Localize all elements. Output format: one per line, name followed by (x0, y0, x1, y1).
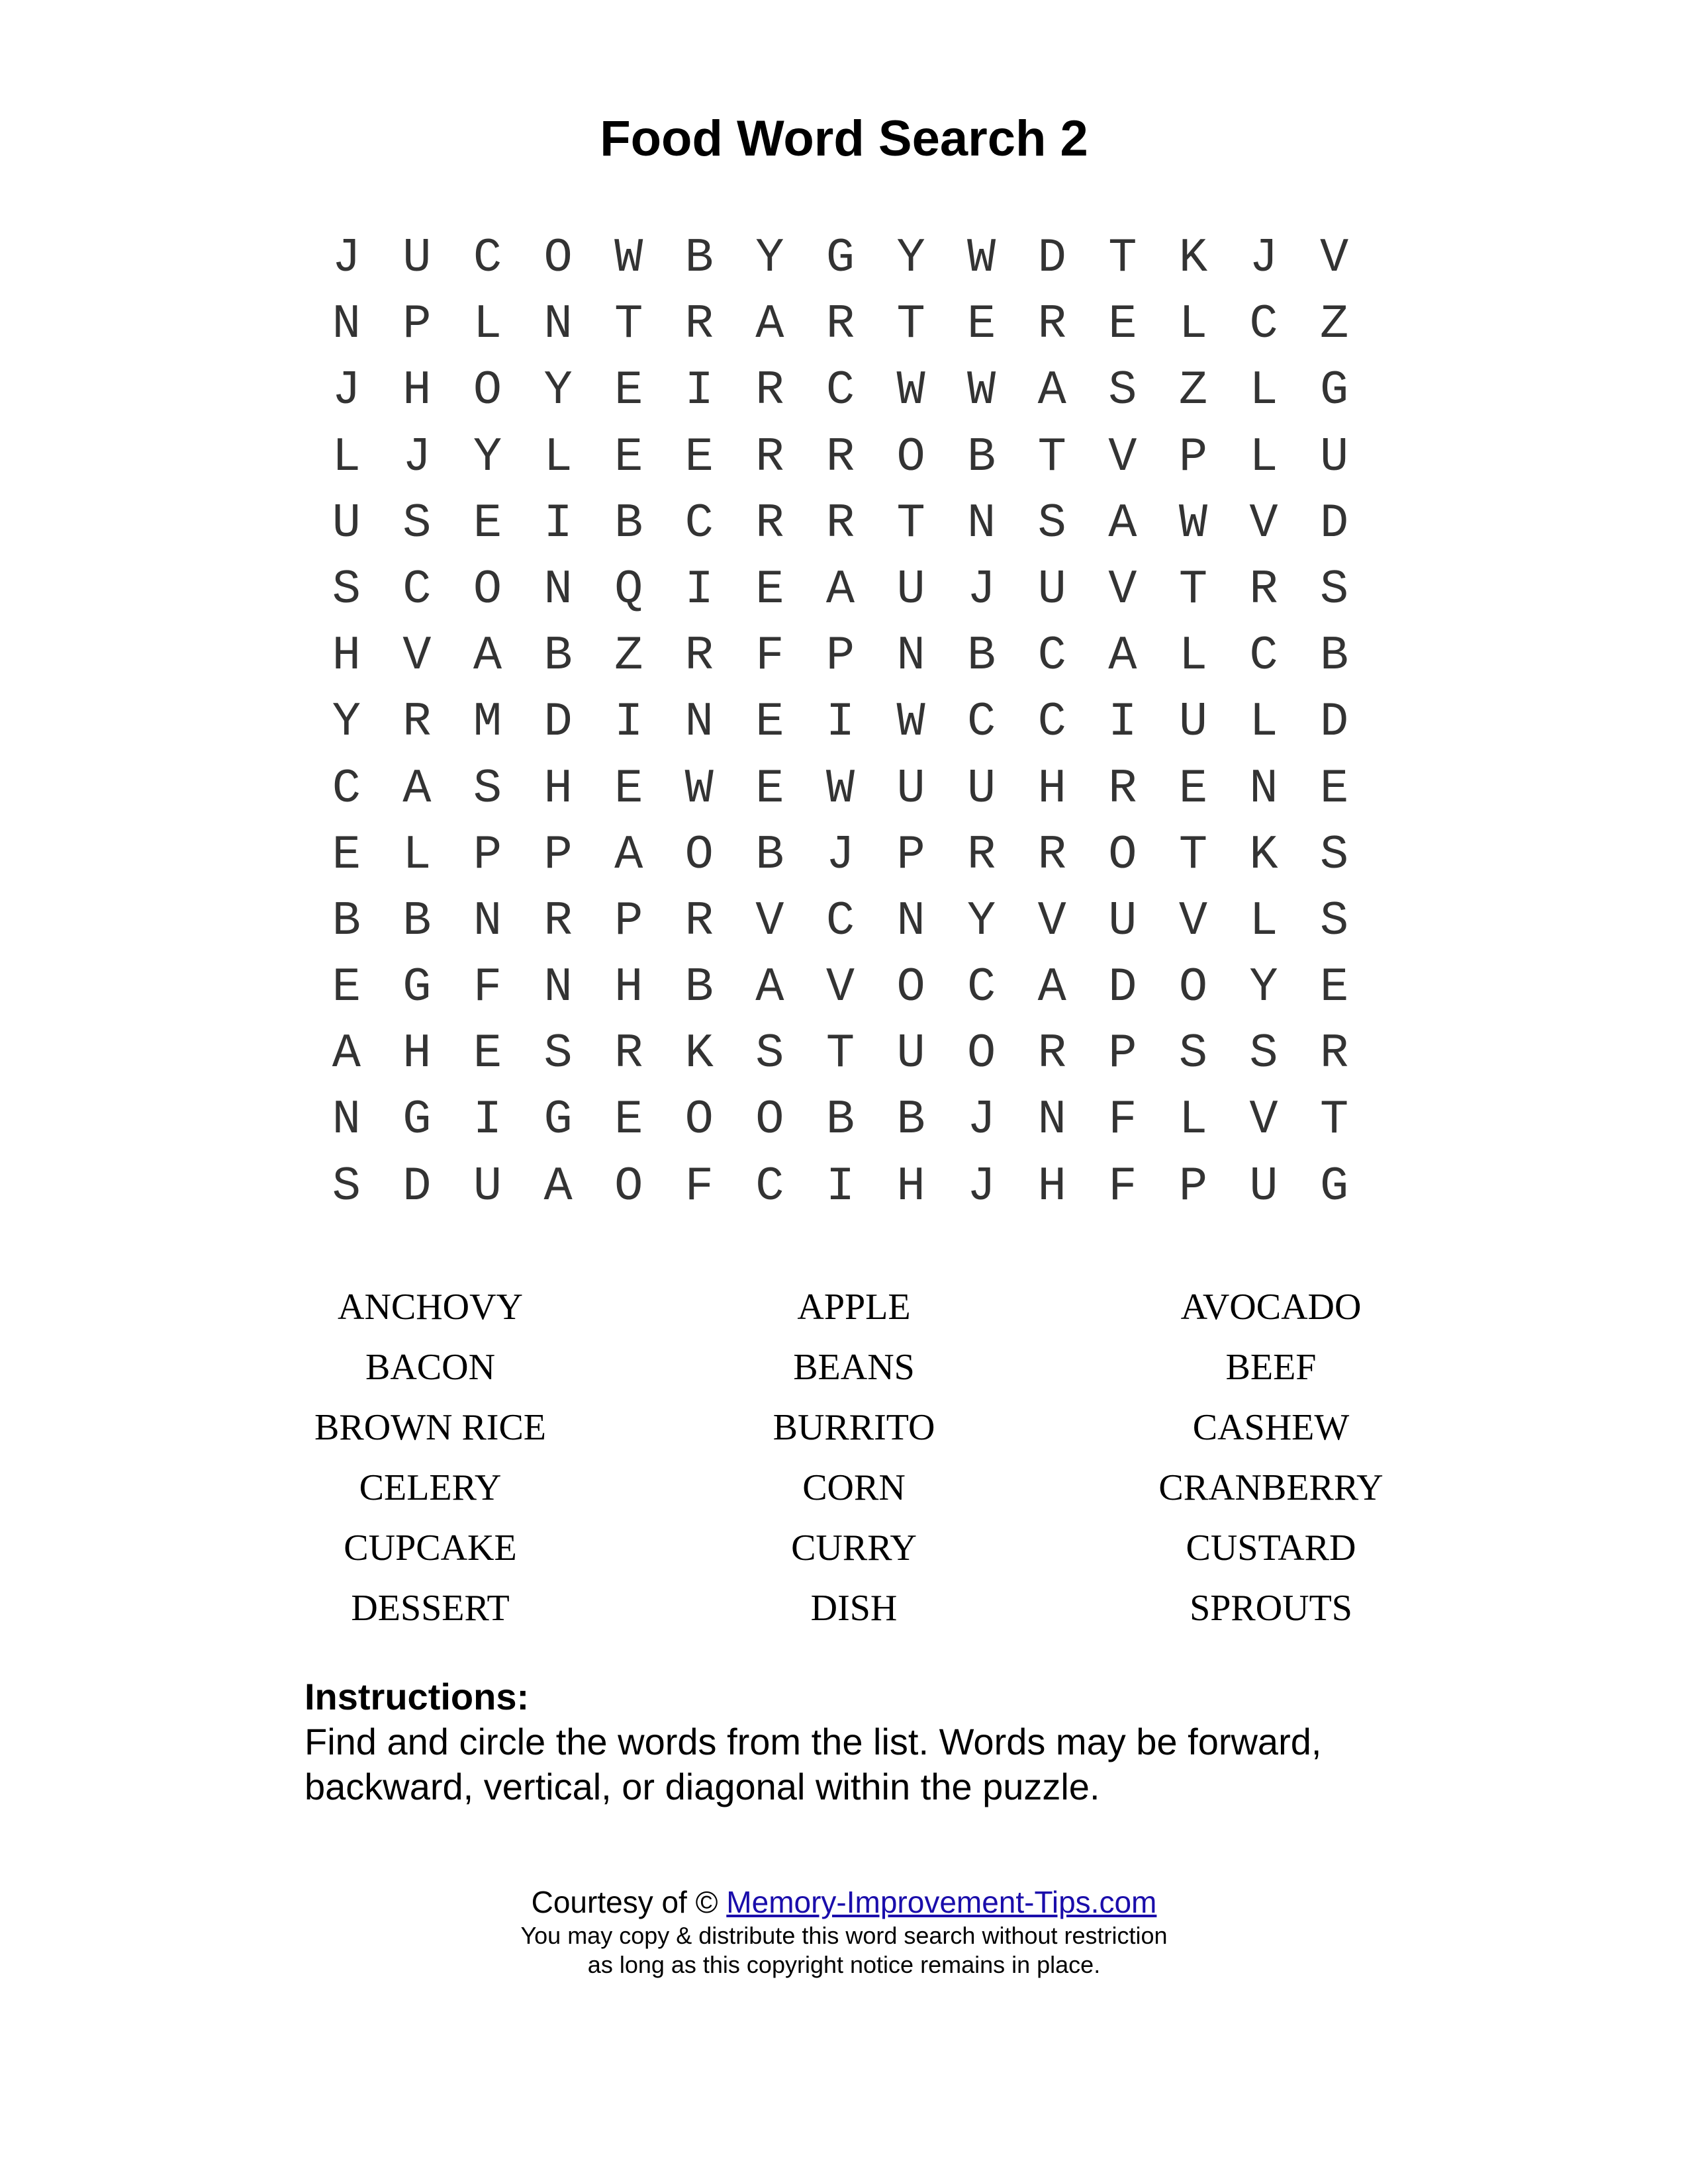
grid-letter[interactable]: U (1037, 562, 1066, 617)
grid-letter[interactable]: V (1108, 430, 1137, 484)
grid-letter[interactable]: B (614, 496, 643, 551)
grid-letter[interactable]: O (473, 562, 502, 617)
grid-letter[interactable]: V (1108, 562, 1137, 617)
grid-letter[interactable]: R (1037, 297, 1066, 352)
grid-letter[interactable]: W (967, 363, 996, 418)
grid-letter[interactable]: H (543, 761, 573, 816)
grid-letter[interactable]: U (1320, 430, 1349, 484)
word-list-item: BACON (365, 1347, 496, 1388)
grid-letter[interactable]: B (684, 960, 714, 1015)
grid-letter[interactable]: B (332, 893, 361, 948)
grid-letter[interactable]: G (402, 1093, 432, 1148)
grid-letter[interactable]: L (1249, 695, 1278, 750)
grid-letter[interactable]: E (473, 1026, 502, 1081)
grid-letter[interactable]: S (1178, 1026, 1208, 1081)
grid-letter[interactable]: F (755, 629, 784, 684)
grid-letter[interactable]: J (332, 231, 361, 285)
grid-letter[interactable]: A (473, 629, 502, 684)
grid-letter[interactable]: M (473, 695, 502, 750)
word-list-item: CUPCAKE (344, 1527, 517, 1569)
footer (0, 1883, 1688, 1979)
grid-letter[interactable]: C (402, 562, 432, 617)
grid-letter[interactable]: T (1037, 430, 1066, 484)
copyright-notice-line-1: You may copy & distribute this word search without restriction (520, 1922, 1168, 1949)
grid-letter[interactable]: W (1178, 496, 1208, 551)
grid-letter[interactable]: E (614, 1093, 643, 1148)
grid-letter[interactable]: J (1249, 231, 1278, 285)
grid-letter[interactable]: A (755, 297, 784, 352)
grid-letter[interactable]: G (1320, 363, 1349, 418)
grid-letter[interactable]: U (896, 562, 925, 617)
grid-letter[interactable]: R (825, 496, 855, 551)
grid-letter[interactable]: I (825, 695, 855, 750)
grid-letter[interactable]: P (896, 827, 925, 882)
grid-letter[interactable]: R (825, 430, 855, 484)
grid-letter[interactable]: E (1178, 761, 1208, 816)
grid-letter[interactable]: A (332, 1026, 361, 1081)
grid-letter[interactable]: F (473, 960, 502, 1015)
grid-letter[interactable]: I (825, 1159, 855, 1214)
grid-letter[interactable]: I (684, 363, 714, 418)
grid-letter[interactable]: J (825, 827, 855, 882)
grid-letter[interactable]: S (473, 761, 502, 816)
grid-letter[interactable]: I (614, 695, 643, 750)
grid-letter[interactable]: O (684, 827, 714, 882)
grid-letter[interactable]: N (332, 297, 361, 352)
grid-letter[interactable]: F (1108, 1093, 1137, 1148)
grid-letter[interactable]: V (825, 960, 855, 1015)
grid-letter[interactable]: O (473, 363, 502, 418)
grid-letter[interactable]: U (1108, 893, 1137, 948)
grid-letter[interactable]: O (1178, 960, 1208, 1015)
grid-letter[interactable]: E (614, 363, 643, 418)
word-list-item: DESSERT (351, 1588, 510, 1629)
word-list-item: BEANS (793, 1347, 915, 1388)
grid-letter[interactable]: D (1320, 695, 1349, 750)
grid-letter[interactable]: T (825, 1026, 855, 1081)
grid-letter[interactable]: U (402, 231, 432, 285)
copyright-notice-line-2: as long as this copyright notice remains in place. (587, 1951, 1101, 1978)
grid-letter[interactable]: L (1249, 363, 1278, 418)
grid-letter[interactable]: E (1320, 960, 1349, 1015)
grid-letter[interactable]: Q (614, 562, 643, 617)
grid-letter[interactable]: R (1108, 761, 1137, 816)
grid-letter[interactable]: I (473, 1093, 502, 1148)
grid-letter[interactable]: U (332, 496, 361, 551)
grid-letter[interactable]: E (967, 297, 996, 352)
grid-letter[interactable]: P (473, 827, 502, 882)
grid-letter[interactable]: W (614, 231, 643, 285)
grid-letter[interactable]: V (755, 893, 784, 948)
grid-letter[interactable]: S (543, 1026, 573, 1081)
grid-letter[interactable]: J (967, 562, 996, 617)
grid-letter[interactable]: R (1320, 1026, 1349, 1081)
grid-letter[interactable]: C (967, 695, 996, 750)
grid-letter[interactable]: L (1178, 629, 1208, 684)
grid-letter[interactable]: L (1249, 893, 1278, 948)
grid-letter[interactable]: T (614, 297, 643, 352)
grid-letter[interactable]: W (896, 363, 925, 418)
grid-letter[interactable]: N (896, 629, 925, 684)
grid-letter[interactable]: Y (332, 695, 361, 750)
grid-letter[interactable]: L (332, 430, 361, 484)
grid-letter[interactable]: D (402, 1159, 432, 1214)
grid-letter[interactable]: V (1249, 496, 1278, 551)
grid-letter[interactable]: W (825, 761, 855, 816)
grid-letter[interactable]: T (1108, 231, 1137, 285)
grid-letter[interactable]: L (1178, 297, 1208, 352)
grid-letter[interactable]: D (543, 695, 573, 750)
word-list-item: DISH (810, 1588, 898, 1629)
grid-letter[interactable]: B (1320, 629, 1349, 684)
grid-letter[interactable]: N (473, 893, 502, 948)
word-list-item: BURRITO (773, 1407, 935, 1448)
grid-letter[interactable]: N (684, 695, 714, 750)
courtesy-prefix: Courtesy of © (531, 1885, 727, 1919)
instructions-heading: Instructions: (305, 1676, 530, 1717)
grid-letter[interactable]: N (896, 893, 925, 948)
grid-letter[interactable]: E (1320, 761, 1349, 816)
grid-letter[interactable]: B (896, 1093, 925, 1148)
grid-letter[interactable]: Y (755, 231, 784, 285)
grid-letter[interactable]: D (1037, 231, 1066, 285)
grid-letter[interactable]: B (755, 827, 784, 882)
grid-letter[interactable]: C (967, 960, 996, 1015)
word-list-item: APPLE (797, 1287, 911, 1328)
grid-letter[interactable]: U (967, 761, 996, 816)
grid-letter[interactable]: T (896, 496, 925, 551)
grid-letter[interactable]: O (1108, 827, 1137, 882)
grid-letter[interactable]: C (825, 363, 855, 418)
page-title: Food Word Search 2 (600, 111, 1088, 167)
grid-letter[interactable]: R (402, 695, 432, 750)
grid-letter[interactable]: K (1249, 827, 1278, 882)
grid-letter[interactable]: A (614, 827, 643, 882)
grid-letter[interactable]: E (755, 761, 784, 816)
grid-letter[interactable]: A (543, 1159, 573, 1214)
grid-letter[interactable]: E (614, 430, 643, 484)
word-list-item: CURRY (791, 1527, 917, 1569)
grid-letter[interactable]: R (1037, 827, 1066, 882)
grid-letter[interactable]: F (684, 1159, 714, 1214)
grid-letter[interactable]: H (332, 629, 361, 684)
grid-letter[interactable]: S (1320, 827, 1349, 882)
grid-letter[interactable]: V (1249, 1093, 1278, 1148)
grid-letter[interactable]: B (684, 231, 714, 285)
grid-letter[interactable]: R (684, 297, 714, 352)
grid-letter[interactable]: U (896, 761, 925, 816)
grid-letter[interactable]: T (1178, 562, 1208, 617)
word-list-item: CORN (802, 1467, 906, 1508)
grid-letter[interactable]: P (543, 827, 573, 882)
grid-letter[interactable]: Y (896, 231, 925, 285)
grid-letter[interactable]: C (1249, 629, 1278, 684)
grid-letter[interactable]: R (1249, 562, 1278, 617)
grid-letter[interactable]: T (1320, 1093, 1349, 1148)
grid-letter[interactable]: B (967, 629, 996, 684)
grid-letter[interactable]: H (1037, 761, 1066, 816)
grid-letter[interactable]: Y (543, 363, 573, 418)
grid-letter[interactable]: E (473, 496, 502, 551)
grid-letter[interactable]: C (755, 1159, 784, 1214)
grid-letter[interactable]: N (1249, 761, 1278, 816)
grid-letter[interactable]: Z (614, 629, 643, 684)
grid-letter[interactable]: U (1178, 695, 1208, 750)
grid-letter[interactable]: W (967, 231, 996, 285)
word-list-item: CASHEW (1192, 1407, 1350, 1448)
grid-letter[interactable]: S (1320, 893, 1349, 948)
grid-letter[interactable]: C (332, 761, 361, 816)
grid-letter[interactable]: Y (967, 893, 996, 948)
word-list-item: CRANBERRY (1158, 1467, 1383, 1508)
grid-letter[interactable]: H (1037, 1159, 1066, 1214)
grid-letter[interactable]: P (1108, 1026, 1137, 1081)
grid-letter[interactable]: R (825, 297, 855, 352)
word-list-item: SPROUTS (1190, 1588, 1352, 1629)
word-search-grid (311, 225, 1370, 1220)
grid-letter[interactable]: L (402, 827, 432, 882)
grid-letter[interactable]: Z (1178, 363, 1208, 418)
grid-letter[interactable]: I (543, 496, 573, 551)
grid-letter[interactable]: W (896, 695, 925, 750)
grid-letter[interactable]: J (967, 1159, 996, 1214)
grid-letter[interactable]: R (755, 363, 784, 418)
grid-letter[interactable]: L (543, 430, 573, 484)
grid-letter[interactable]: G (825, 231, 855, 285)
grid-letter[interactable]: D (1320, 496, 1349, 551)
grid-letter[interactable]: Z (1320, 297, 1349, 352)
grid-letter[interactable]: N (543, 960, 573, 1015)
grid-letter[interactable]: P (1178, 1159, 1208, 1214)
grid-letter[interactable]: O (543, 231, 573, 285)
grid-letter[interactable]: N (332, 1093, 361, 1148)
word-list-item: BEEF (1225, 1347, 1317, 1388)
grid-letter[interactable]: A (825, 562, 855, 617)
grid-letter[interactable]: O (967, 1026, 996, 1081)
grid-letter[interactable]: V (1320, 231, 1349, 285)
grid-letter[interactable]: S (1249, 1026, 1278, 1081)
grid-letter[interactable]: A (1108, 496, 1137, 551)
grid-letter[interactable]: G (1320, 1159, 1349, 1214)
grid-letter[interactable]: H (614, 960, 643, 1015)
grid-letter[interactable]: V (1178, 893, 1208, 948)
grid-letter[interactable]: W (684, 761, 714, 816)
grid-letter[interactable]: P (402, 297, 432, 352)
grid-letter[interactable]: K (684, 1026, 714, 1081)
grid-letter[interactable]: I (684, 562, 714, 617)
grid-letter[interactable]: L (1249, 430, 1278, 484)
grid-letter[interactable]: B (402, 893, 432, 948)
source-link[interactable]: Memory-Improvement-Tips.com (726, 1885, 1157, 1919)
grid-letter[interactable]: B (825, 1093, 855, 1148)
grid-letter[interactable]: L (1178, 1093, 1208, 1148)
grid-letter[interactable]: R (967, 827, 996, 882)
grid-letter[interactable]: K (1178, 231, 1208, 285)
word-list-item: ANCHOVY (338, 1287, 523, 1328)
grid-letter[interactable]: C (1037, 629, 1066, 684)
grid-letter[interactable]: R (543, 893, 573, 948)
grid-letter[interactable]: C (684, 496, 714, 551)
grid-letter[interactable]: E (614, 761, 643, 816)
grid-letter[interactable]: N (543, 562, 573, 617)
grid-letter[interactable]: V (402, 629, 432, 684)
grid-letter[interactable]: B (967, 430, 996, 484)
grid-letter[interactable]: A (402, 761, 432, 816)
grid-letter[interactable]: A (1037, 960, 1066, 1015)
grid-letter[interactable]: O (684, 1093, 714, 1148)
grid-letter[interactable]: R (755, 430, 784, 484)
grid-letter[interactable]: P (1178, 430, 1208, 484)
grid-letter[interactable]: D (1108, 960, 1137, 1015)
grid-letter[interactable]: P (614, 893, 643, 948)
grid-letter[interactable]: Y (1249, 960, 1278, 1015)
grid-letter[interactable]: A (1037, 363, 1066, 418)
grid-letter[interactable]: R (1037, 1026, 1066, 1081)
grid-letter[interactable]: C (825, 893, 855, 948)
grid-letter[interactable]: S (1108, 363, 1137, 418)
grid-letter[interactable]: H (402, 1026, 432, 1081)
grid-letter[interactable]: N (967, 496, 996, 551)
grid-letter[interactable]: N (1037, 1093, 1066, 1148)
courtesy-line (0, 1883, 1688, 1921)
grid-letter[interactable]: F (1108, 1159, 1137, 1214)
grid-letter[interactable]: H (402, 363, 432, 418)
grid-letter[interactable]: S (332, 1159, 361, 1214)
word-list-item: AVOCADO (1180, 1287, 1362, 1328)
grid-letter[interactable]: U (1249, 1159, 1278, 1214)
grid-letter[interactable]: O (896, 430, 925, 484)
grid-letter[interactable]: E (684, 430, 714, 484)
grid-letter[interactable]: O (614, 1159, 643, 1214)
grid-letter[interactable]: I (1108, 695, 1137, 750)
grid-letter[interactable]: A (755, 960, 784, 1015)
grid-letter[interactable]: N (543, 297, 573, 352)
word-list (298, 1277, 1397, 1639)
grid-letter[interactable]: S (402, 496, 432, 551)
grid-letter[interactable]: S (755, 1026, 784, 1081)
grid-letter[interactable]: C (1037, 695, 1066, 750)
word-list-item: CELERY (359, 1467, 502, 1508)
grid-letter[interactable]: U (896, 1026, 925, 1081)
grid-letter[interactable]: Y (473, 430, 502, 484)
grid-letter[interactable]: E (755, 562, 784, 617)
grid-letter[interactable]: S (332, 562, 361, 617)
grid-letter[interactable]: P (825, 629, 855, 684)
grid-letter[interactable]: R (684, 893, 714, 948)
grid-letter[interactable]: B (543, 629, 573, 684)
grid-letter[interactable]: L (473, 297, 502, 352)
grid-letter[interactable]: G (543, 1093, 573, 1148)
grid-letter[interactable]: J (967, 1093, 996, 1148)
grid-letter[interactable]: G (402, 960, 432, 1015)
grid-letter[interactable]: C (473, 231, 502, 285)
grid-letter[interactable]: V (1037, 893, 1066, 948)
instructions-section (305, 1674, 1430, 1809)
grid-letter[interactable]: E (755, 695, 784, 750)
grid-letter[interactable]: E (332, 827, 361, 882)
word-list-item: CUSTARD (1186, 1527, 1356, 1569)
grid-letter[interactable]: E (332, 960, 361, 1015)
word-list-item: BROWN RICE (314, 1407, 546, 1448)
grid-letter[interactable]: R (755, 496, 784, 551)
grid-letter[interactable]: H (896, 1159, 925, 1214)
grid-letter[interactable]: S (1320, 562, 1349, 617)
grid-letter[interactable]: T (896, 297, 925, 352)
grid-letter[interactable]: T (1178, 827, 1208, 882)
instructions-text: Find and circle the words from the list. Words may be forward, backward, vertical, or diagonal within the puzzle. (305, 1721, 1322, 1807)
grid-letter[interactable]: O (896, 960, 925, 1015)
grid-letter[interactable]: J (402, 430, 432, 484)
grid-letter[interactable]: E (1108, 297, 1137, 352)
grid-letter[interactable]: U (473, 1159, 502, 1214)
grid-letter[interactable]: O (755, 1093, 784, 1148)
grid-letter[interactable]: R (614, 1026, 643, 1081)
grid-letter[interactable]: S (1037, 496, 1066, 551)
grid-letter[interactable]: J (332, 363, 361, 418)
grid-letter[interactable]: A (1108, 629, 1137, 684)
grid-letter[interactable]: R (684, 629, 714, 684)
grid-letter[interactable]: C (1249, 297, 1278, 352)
